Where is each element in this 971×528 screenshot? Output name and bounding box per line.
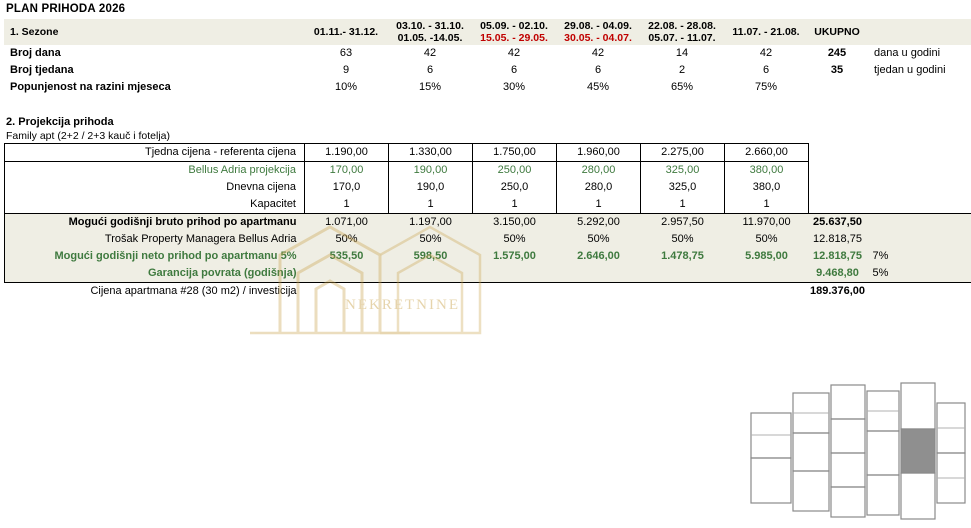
season-col-4 (640, 19, 724, 45)
cell: 6 (510, 64, 518, 76)
cell: 2 (678, 64, 686, 76)
table-row (5, 248, 971, 265)
cell: 50% (587, 233, 610, 245)
cell: 15% (418, 81, 442, 93)
row-label-broj-tjedana: Broj tjedana (10, 64, 74, 76)
cell: 250,0 (473, 179, 557, 196)
unit-header (866, 19, 971, 45)
row-label-dnevna-cijena: Dnevna cijena (5, 179, 305, 196)
cell: 5.985,00 (745, 250, 788, 262)
cell: 42 (759, 47, 773, 59)
table-row (5, 283, 971, 301)
season-col-1-line2: 01.05. -14.05. (397, 32, 463, 44)
table-row (5, 144, 971, 162)
cell: 325,00 (641, 162, 725, 180)
seasons-heading: 1. Sezone (10, 26, 59, 38)
table-row (5, 265, 971, 283)
table-row (4, 62, 971, 79)
cell: 170,00 (305, 162, 389, 180)
cell: 2.660,00 (725, 144, 809, 162)
cell: 42 (423, 47, 437, 59)
cell: 50% (503, 233, 526, 245)
seasons-table (4, 19, 971, 96)
row-extra (867, 214, 971, 232)
table-row (4, 45, 971, 62)
cell: 45% (586, 81, 610, 93)
row-label-kapacitet: Kapacitet (5, 196, 305, 214)
row-extra: 5% (867, 265, 971, 283)
row-label-tjedna-cijena: Tjedna cijena - referenta cijena (5, 144, 305, 162)
cell: 5.292,00 (557, 214, 641, 232)
row-total: 245 (827, 47, 847, 59)
cell: 30% (502, 81, 526, 93)
season-col-1-line1: 03.10. - 31.10. (396, 20, 464, 32)
cell: 9 (342, 64, 350, 76)
total-header: UKUPNO (814, 26, 860, 38)
row-label-broj-dana: Broj dana (10, 47, 61, 59)
season-col-0 (304, 19, 388, 45)
cell: 6 (594, 64, 602, 76)
cell: 280,00 (557, 162, 641, 180)
cell (641, 283, 725, 301)
cell: 63 (339, 47, 353, 59)
row-total: 25.637,50 (809, 214, 867, 232)
cell: 1 (641, 196, 725, 214)
cell: 598,50 (413, 250, 448, 262)
row-extra: 7% (867, 248, 971, 265)
season-col-5 (724, 19, 808, 45)
row-total: 189.376,00 (809, 285, 866, 297)
cell: 65% (670, 81, 694, 93)
row-total: 12.818,75 (813, 250, 862, 262)
cell: 42 (591, 47, 605, 59)
row-extra (867, 144, 971, 162)
season-col-5-line1: 11.07. - 21.08. (732, 26, 800, 38)
income-projection-heading: 2. Projekcija prihoda (6, 116, 114, 128)
season-col-2-line1: 05.09. - 02.10. (480, 20, 548, 32)
cell: 190,0 (389, 179, 473, 196)
cell (557, 283, 641, 301)
cell: 6 (426, 64, 434, 76)
cell: 1.478,75 (661, 250, 704, 262)
cell: 1.575,00 (493, 250, 536, 262)
row-total (809, 179, 867, 196)
cell: 1.750,00 (473, 144, 557, 162)
cell: 170,0 (305, 179, 389, 196)
row-extra (867, 162, 971, 180)
cell: 1 (305, 196, 389, 214)
row-unit: tjedan u godini (874, 64, 946, 76)
cell: 1 (389, 196, 473, 214)
floorplan-thumbnail (741, 373, 971, 528)
cell (305, 265, 389, 283)
cell (389, 265, 473, 283)
cell: 380,0 (725, 179, 809, 196)
cell (305, 283, 389, 301)
cell: 2.275,00 (641, 144, 725, 162)
season-col-1 (388, 19, 472, 45)
cell (473, 283, 557, 301)
row-label-bellus-projekcija: Bellus Adria projekcija (5, 162, 305, 180)
cell: 1 (725, 196, 809, 214)
cell: 2.646,00 (577, 250, 620, 262)
table-row (5, 231, 971, 248)
season-col-2 (472, 19, 556, 45)
cell: 50% (671, 233, 694, 245)
cell (725, 265, 809, 283)
cell (557, 265, 641, 283)
cell: 2.957,50 (641, 214, 725, 232)
season-col-4-line1: 22.08. - 28.08. (648, 20, 716, 32)
cell: 50% (419, 233, 442, 245)
row-label-popunjenost: Popunjenost na razini mjeseca (10, 81, 171, 93)
cell: 1.071,00 (305, 214, 389, 232)
table-header-row (4, 19, 971, 45)
table-row (5, 179, 971, 196)
cell (389, 283, 473, 301)
row-unit: dana u godini (874, 47, 941, 59)
season-col-3-line1: 29.08. - 04.09. (564, 20, 632, 32)
row-total: 12.818,75 (813, 233, 862, 245)
cell: 535,50 (329, 250, 364, 262)
cell: 14 (675, 47, 689, 59)
cell: 75% (754, 81, 778, 93)
table-row (4, 79, 971, 96)
cell: 11.970,00 (725, 214, 809, 232)
table-row (5, 214, 971, 232)
row-extra (867, 196, 971, 214)
row-label-bruto-prihod: Mogući godišnji bruto prihod po apartmanu (5, 214, 305, 232)
table-row (5, 196, 971, 214)
cell: 1.960,00 (557, 144, 641, 162)
cell: 1 (473, 196, 557, 214)
row-total (808, 79, 866, 96)
apartment-type-label: Family apt (2+2 / 2+3 kauč i fotelja) (6, 130, 170, 142)
row-label-cijena-apartmana: Cijena apartmana #28 (30 m2) / investicija (90, 285, 297, 297)
row-total (809, 144, 867, 162)
cell: 190,00 (389, 162, 473, 180)
cell: 6 (762, 64, 770, 76)
cell: 50% (755, 233, 778, 245)
row-extra (867, 231, 971, 248)
season-col-2-line2: 15.05. - 29.05. (480, 32, 548, 44)
row-total (809, 162, 867, 180)
cell (473, 265, 557, 283)
cell: 1.197,00 (389, 214, 473, 232)
season-col-0-line1: 01.11.- 31.12. (313, 26, 379, 38)
page-title: PLAN PRIHODA 2026 (6, 3, 126, 15)
row-unit (866, 79, 971, 96)
income-projection-table (4, 143, 971, 300)
row-label-neto-prihod-pct: 5% (280, 250, 297, 262)
row-total (809, 196, 867, 214)
row-label-neto-prihod-text: Mogući godišnji neto prihod po apartmanu (54, 250, 278, 262)
cell: 380,00 (725, 162, 809, 180)
cell (725, 283, 809, 301)
row-label-trosak-pm: Trošak Property Managera Bellus Adria (5, 231, 305, 248)
cell: 325,0 (641, 179, 725, 196)
row-label-neto-prihod (5, 248, 305, 265)
cell: 42 (507, 47, 521, 59)
cell: 3.150,00 (473, 214, 557, 232)
watermark-text: NEKRETNINE (345, 297, 460, 313)
cell: 1 (557, 196, 641, 214)
season-col-4-line2: 05.07. - 11.07. (648, 32, 716, 44)
cell: 1.190,00 (305, 144, 389, 162)
cell: 280,0 (557, 179, 641, 196)
row-total: 9.468,80 (809, 265, 867, 283)
cell (641, 265, 725, 283)
row-label-garancija: Garancija povrata (godišnja) (5, 265, 305, 283)
row-extra (867, 283, 971, 301)
season-col-3 (556, 19, 640, 45)
season-col-3-line2: 30.05. - 04.07. (564, 32, 632, 44)
row-total: 35 (830, 64, 844, 76)
cell: 1.330,00 (389, 144, 473, 162)
table-row (5, 162, 971, 180)
cell: 250,00 (473, 162, 557, 180)
cell: 50% (335, 233, 358, 245)
row-extra (867, 179, 971, 196)
cell: 10% (334, 81, 358, 93)
